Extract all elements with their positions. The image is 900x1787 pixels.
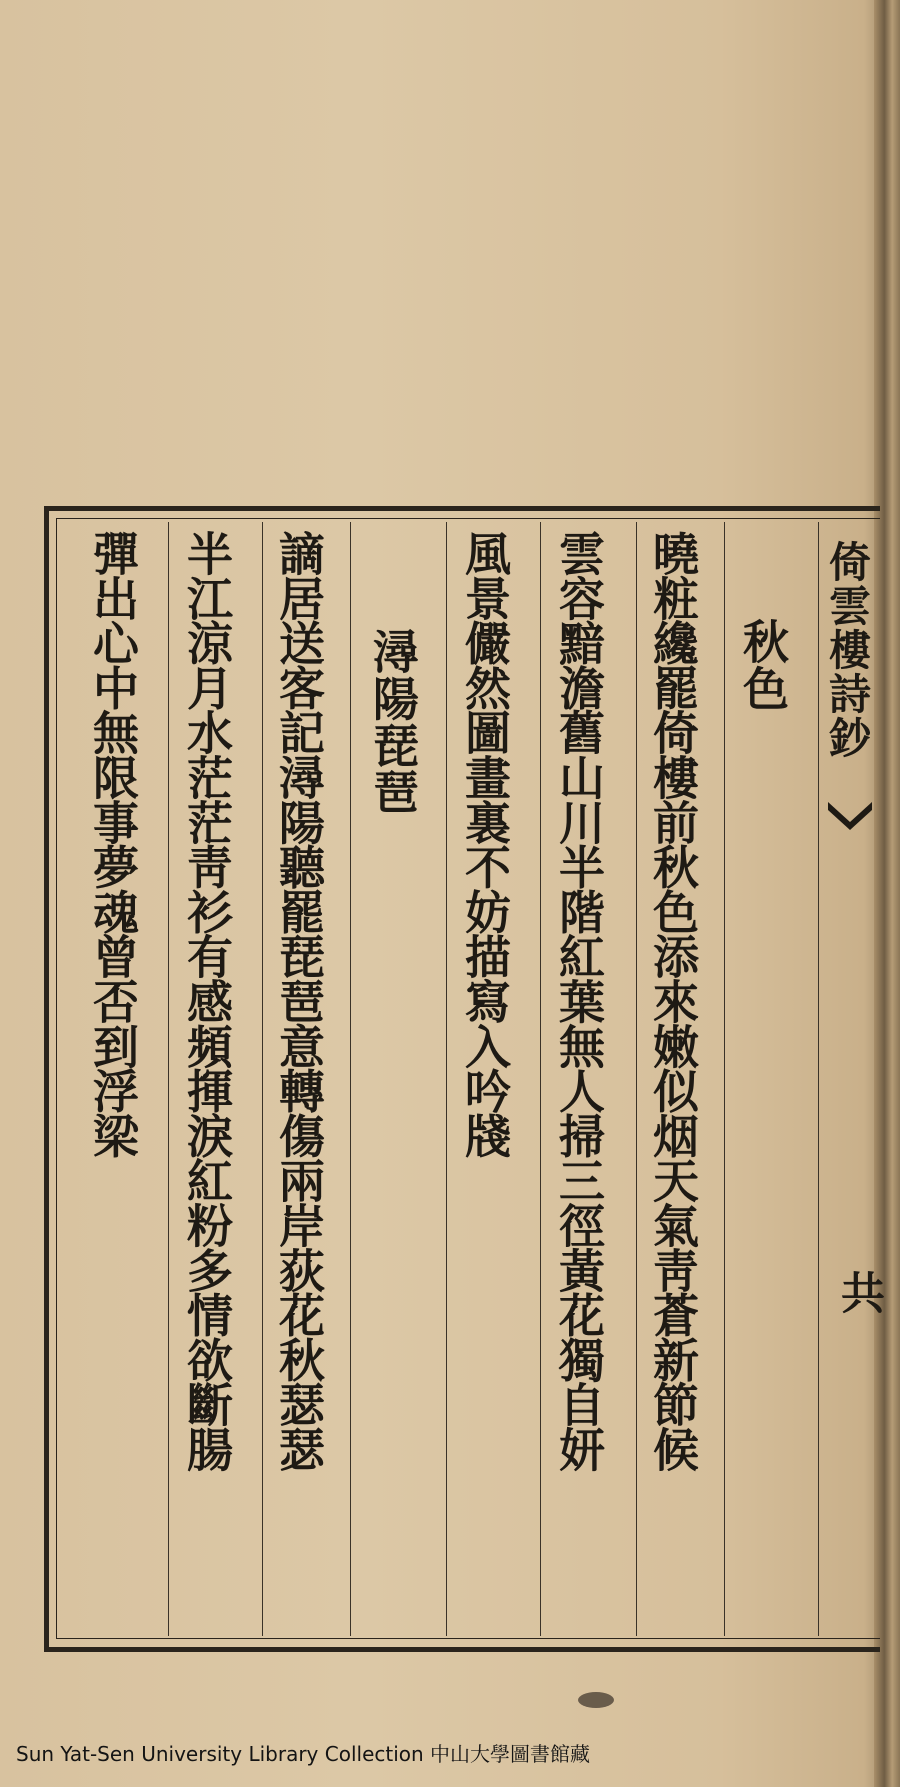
fish-tail-mark-icon — [826, 800, 874, 840]
poem-line: 謫居送客記潯陽聽罷琵琶意轉傷兩岸荻花秋瑟瑟 — [272, 530, 326, 1471]
column-divider — [636, 522, 637, 1636]
inner-border-top — [56, 518, 880, 519]
leaf-number: 共 — [833, 1270, 884, 1314]
column-divider — [818, 522, 819, 1636]
book-title: 倚雲樓詩鈔 — [823, 540, 872, 760]
poem-line: 風景儼然圖畫裏不妨描寫入吟牋 — [458, 530, 512, 1158]
poem-title: 潯陽琵琶 — [366, 628, 420, 816]
poem-title: 秋色 — [736, 618, 790, 712]
column-divider — [350, 522, 351, 1636]
column-divider — [540, 522, 541, 1636]
inner-border-left — [56, 518, 57, 1638]
poem-line: 半江涼月水茫茫靑衫有感頻揮淚紅粉多情欲斷腸 — [180, 530, 234, 1471]
poem-line: 雲容黯澹舊山川半階紅葉無人掃三徑黃花獨自妍 — [552, 530, 606, 1471]
ink-blot — [574, 1688, 618, 1712]
column-divider — [168, 522, 169, 1636]
poem-line: 彈出心中無限事夢魂曾否到浮梁 — [86, 530, 140, 1158]
column-divider — [446, 522, 447, 1636]
inner-border-bottom — [56, 1638, 880, 1639]
poem-line: 曉粧纔罷倚樓前秋色添來嫩似烟天氣靑蒼新節候 — [646, 530, 700, 1471]
column-divider — [262, 522, 263, 1636]
column-divider — [724, 522, 725, 1636]
collection-credit: Sun Yat-Sen University Library Collection 中山大學圖書館藏 — [16, 1742, 591, 1766]
